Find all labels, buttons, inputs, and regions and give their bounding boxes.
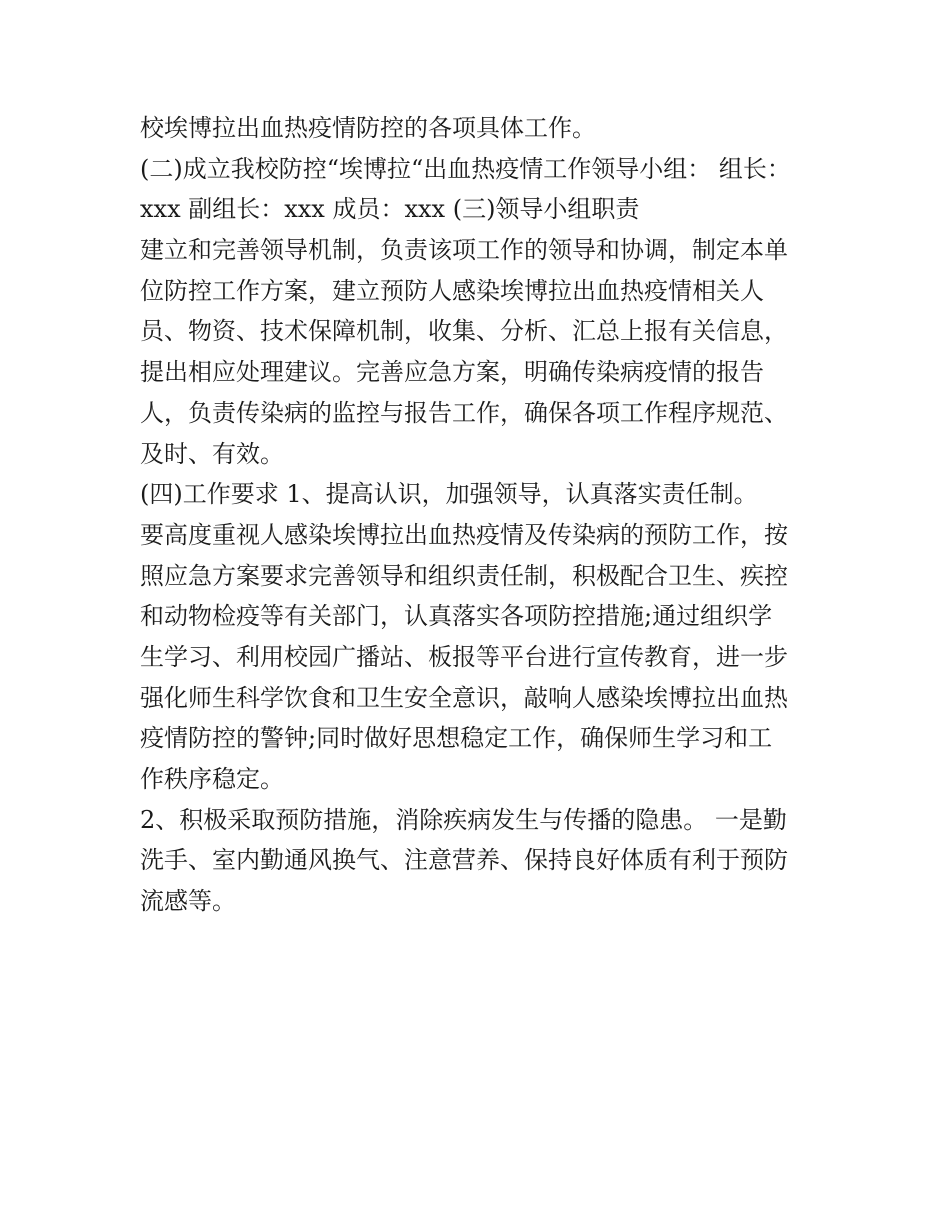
text-line: 及时、有效。	[140, 439, 284, 468]
text-line: 2、积极采取预防措施，消除疾病发生与传播的隐患。 一是勤	[140, 805, 787, 834]
text-line: (二)成立我校防控“埃博拉“出血热疫情工作领导小组： 组长：	[140, 154, 791, 183]
text-line: 提出相应处理建议。完善应急方案，明确传染病疫情的报告	[140, 358, 764, 387]
text-line: 和动物检疫等有关部门，认真落实各项防控措施;通过组织学	[140, 602, 773, 631]
text-line: 照应急方案要求完善领导和组织责任制，积极配合卫生、疾控	[140, 561, 788, 590]
text-line: 校埃博拉出血热疫情防控的各项具体工作。	[140, 114, 596, 142]
text-line: (四)工作要求 1、提高认识，加强领导，认真落实责任制。	[140, 480, 758, 509]
text-line: 员、物资、技术保障机制，收集、分析、汇总上报有关信息，	[140, 317, 788, 346]
text-line: 生学习、利用校园广播站、板报等平台进行宣传教育，进一步	[140, 642, 788, 671]
text-line: 洗手、室内勤通风换气、注意营养、保持良好体质有利于预防	[140, 846, 788, 875]
text-line: 建立和完善领导机制，负责该项工作的领导和协调，制定本单	[140, 236, 788, 265]
text-line: 流感等。	[140, 887, 236, 916]
text-line: 疫情防控的警钟;同时做好思想稳定工作，确保师生学习和工	[140, 724, 773, 753]
text-line: 强化师生科学饮食和卫生安全意识，敲响人感染埃博拉出血热	[140, 683, 788, 712]
text-line: 位防控工作方案，建立预防人感染埃博拉出血热疫情相关人	[140, 276, 764, 305]
document-body	[140, 108, 820, 922]
text-line: 作秩序稳定。	[140, 765, 284, 793]
text-line: xxx 副组长：xxx 成员：xxx (三)领导小组职责	[140, 195, 640, 224]
text-line: 人，负责传染病的监控与报告工作，确保各项工作程序规范、	[140, 398, 788, 427]
text-line: 要高度重视人感染埃博拉出血热疫情及传染病的预防工作，按	[140, 520, 788, 549]
